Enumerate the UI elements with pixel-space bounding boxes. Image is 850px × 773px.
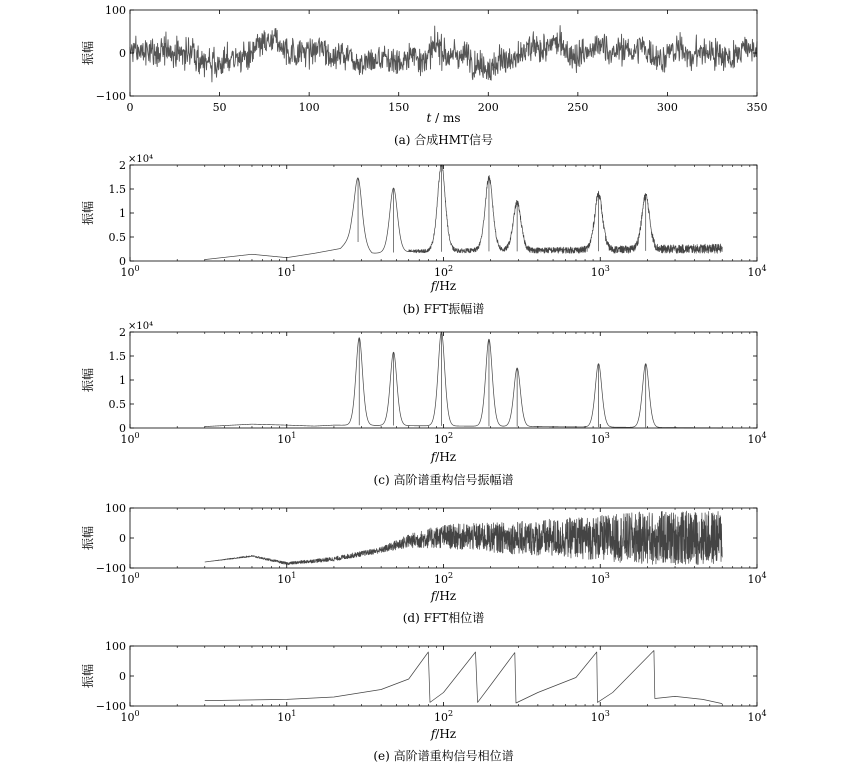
y-axis-label: 振幅	[81, 200, 95, 226]
x-tick-base: 10	[433, 573, 448, 586]
x-tick-label	[277, 264, 296, 279]
x-tick-base: 10	[433, 711, 448, 724]
series-line	[205, 332, 722, 428]
x-tick-label: 100	[298, 101, 320, 114]
y-tick-label: 100	[105, 502, 126, 515]
x-axis-variable: f	[430, 589, 436, 603]
x-tick-base: 10	[277, 711, 292, 724]
chart-c	[80, 321, 767, 487]
x-tick-label	[277, 571, 296, 586]
x-tick-exponent: 0	[134, 431, 140, 440]
x-tick-label	[277, 709, 296, 724]
x-tick-base: 10	[590, 266, 605, 279]
x-tick-exponent: 4	[761, 431, 767, 440]
x-tick-exponent: 1	[291, 431, 297, 440]
x-tick-label: 250	[567, 101, 589, 114]
x-tick-exponent: 4	[761, 264, 767, 273]
x-axis-label	[426, 111, 460, 125]
x-tick-exponent: 4	[761, 709, 767, 718]
x-axis-variable: t	[426, 111, 432, 125]
y-multiplier: ×10⁴	[128, 321, 154, 332]
y-tick-label: 0	[119, 255, 126, 268]
y-tick-label: 1.5	[108, 350, 126, 363]
x-tick-base: 10	[120, 266, 135, 279]
x-tick-exponent: 3	[604, 264, 610, 273]
x-tick-base: 10	[433, 266, 448, 279]
x-tick-label: 350	[746, 101, 768, 114]
x-tick-exponent: 1	[291, 571, 297, 580]
x-tick-base: 10	[120, 433, 135, 446]
x-tick-exponent: 0	[134, 709, 140, 718]
y-tick-label: −100	[95, 700, 126, 713]
x-tick-exponent: 3	[604, 709, 610, 718]
x-tick-label	[591, 264, 610, 279]
chart-caption: (d) FFT相位谱	[402, 611, 485, 625]
x-tick-base: 10	[590, 573, 605, 586]
x-tick-label	[591, 571, 610, 586]
x-tick-exponent: 2	[447, 264, 454, 273]
x-tick-base: 10	[747, 711, 762, 724]
y-tick-label: 2	[119, 159, 126, 172]
y-tick-label: 0	[119, 670, 126, 683]
y-tick-label: −100	[95, 562, 126, 575]
x-tick-label: 200	[477, 101, 499, 114]
x-tick-exponent: 1	[291, 264, 297, 273]
x-axis-unit: /Hz	[435, 727, 457, 741]
x-tick-base: 10	[120, 711, 135, 724]
y-tick-label: 0	[119, 532, 126, 545]
x-tick-base: 10	[277, 433, 292, 446]
y-tick-label: 0	[119, 422, 126, 435]
x-tick-exponent: 4	[761, 571, 767, 580]
series-line	[205, 165, 722, 260]
chart-a	[80, 4, 768, 147]
x-tick-exponent: 1	[291, 709, 297, 718]
y-axis-label: 振幅	[81, 40, 95, 66]
y-tick-label: 100	[105, 4, 126, 17]
y-tick-label: 1	[119, 374, 126, 387]
plot-frame	[130, 646, 757, 706]
x-axis-unit: /Hz	[435, 589, 457, 603]
series-line	[130, 26, 757, 82]
y-tick-label: −100	[95, 90, 126, 103]
x-tick-exponent: 2	[447, 709, 454, 718]
x-tick-base: 10	[277, 573, 292, 586]
y-tick-label: 2	[119, 326, 126, 339]
x-tick-exponent: 0	[134, 264, 140, 273]
x-tick-label: 300	[656, 101, 678, 114]
chart-caption: (e) 高阶谱重构信号相位谱	[373, 749, 514, 763]
x-tick-label	[591, 431, 610, 446]
x-tick-label: 150	[388, 101, 410, 114]
x-tick-label	[434, 264, 453, 279]
x-tick-base: 10	[747, 573, 762, 586]
x-axis-unit: /Hz	[435, 279, 457, 293]
chart-d	[80, 502, 767, 625]
x-tick-label	[434, 571, 453, 586]
x-tick-base: 10	[747, 266, 762, 279]
x-tick-label	[434, 431, 453, 446]
x-tick-base: 10	[747, 433, 762, 446]
x-tick-exponent: 3	[604, 431, 610, 440]
y-tick-label: 0.5	[108, 398, 126, 411]
chart-caption: (c) 高阶谱重构信号振幅谱	[373, 473, 514, 487]
x-tick-label	[277, 431, 296, 446]
x-tick-label	[591, 709, 610, 724]
x-axis-variable: f	[430, 279, 436, 293]
chart-b	[80, 154, 767, 316]
x-tick-label	[434, 709, 453, 724]
y-tick-label: 0.5	[108, 231, 126, 244]
y-tick-label: 1.5	[108, 183, 126, 196]
x-axis-unit: /Hz	[435, 450, 457, 464]
chart-e	[80, 640, 767, 763]
x-tick-exponent: 2	[447, 571, 454, 580]
x-axis-unit: / ms	[431, 111, 461, 125]
chart-caption: (b) FFT振幅谱	[402, 302, 485, 316]
x-axis-label	[430, 727, 456, 741]
x-axis-label	[430, 589, 456, 603]
x-tick-base: 10	[590, 711, 605, 724]
y-axis-label: 振幅	[81, 367, 95, 393]
x-tick-label: 50	[212, 101, 227, 114]
y-tick-label: 1	[119, 207, 126, 220]
x-tick-base: 10	[590, 433, 605, 446]
x-tick-base: 10	[433, 433, 448, 446]
x-axis-variable: f	[430, 450, 436, 464]
x-tick-exponent: 3	[604, 571, 610, 580]
y-tick-label: 0	[119, 47, 126, 60]
y-axis-label: 振幅	[81, 525, 95, 551]
x-axis-label	[430, 450, 456, 464]
x-tick-label	[747, 571, 766, 586]
x-tick-label	[747, 264, 766, 279]
y-multiplier: ×10⁴	[128, 154, 154, 165]
chart-caption: (a) 合成HMT信号	[393, 133, 494, 147]
y-tick-label: 100	[105, 640, 126, 653]
x-axis-variable: f	[430, 727, 436, 741]
x-tick-label	[747, 709, 766, 724]
series-line	[205, 511, 722, 565]
x-tick-exponent: 0	[134, 571, 140, 580]
series-line	[205, 651, 722, 704]
x-axis-label	[430, 279, 456, 293]
x-tick-label: 0	[126, 101, 134, 114]
x-tick-exponent: 2	[447, 431, 454, 440]
x-tick-base: 10	[120, 573, 135, 586]
x-tick-label	[747, 431, 766, 446]
y-axis-label: 振幅	[81, 663, 95, 689]
x-tick-base: 10	[277, 266, 292, 279]
